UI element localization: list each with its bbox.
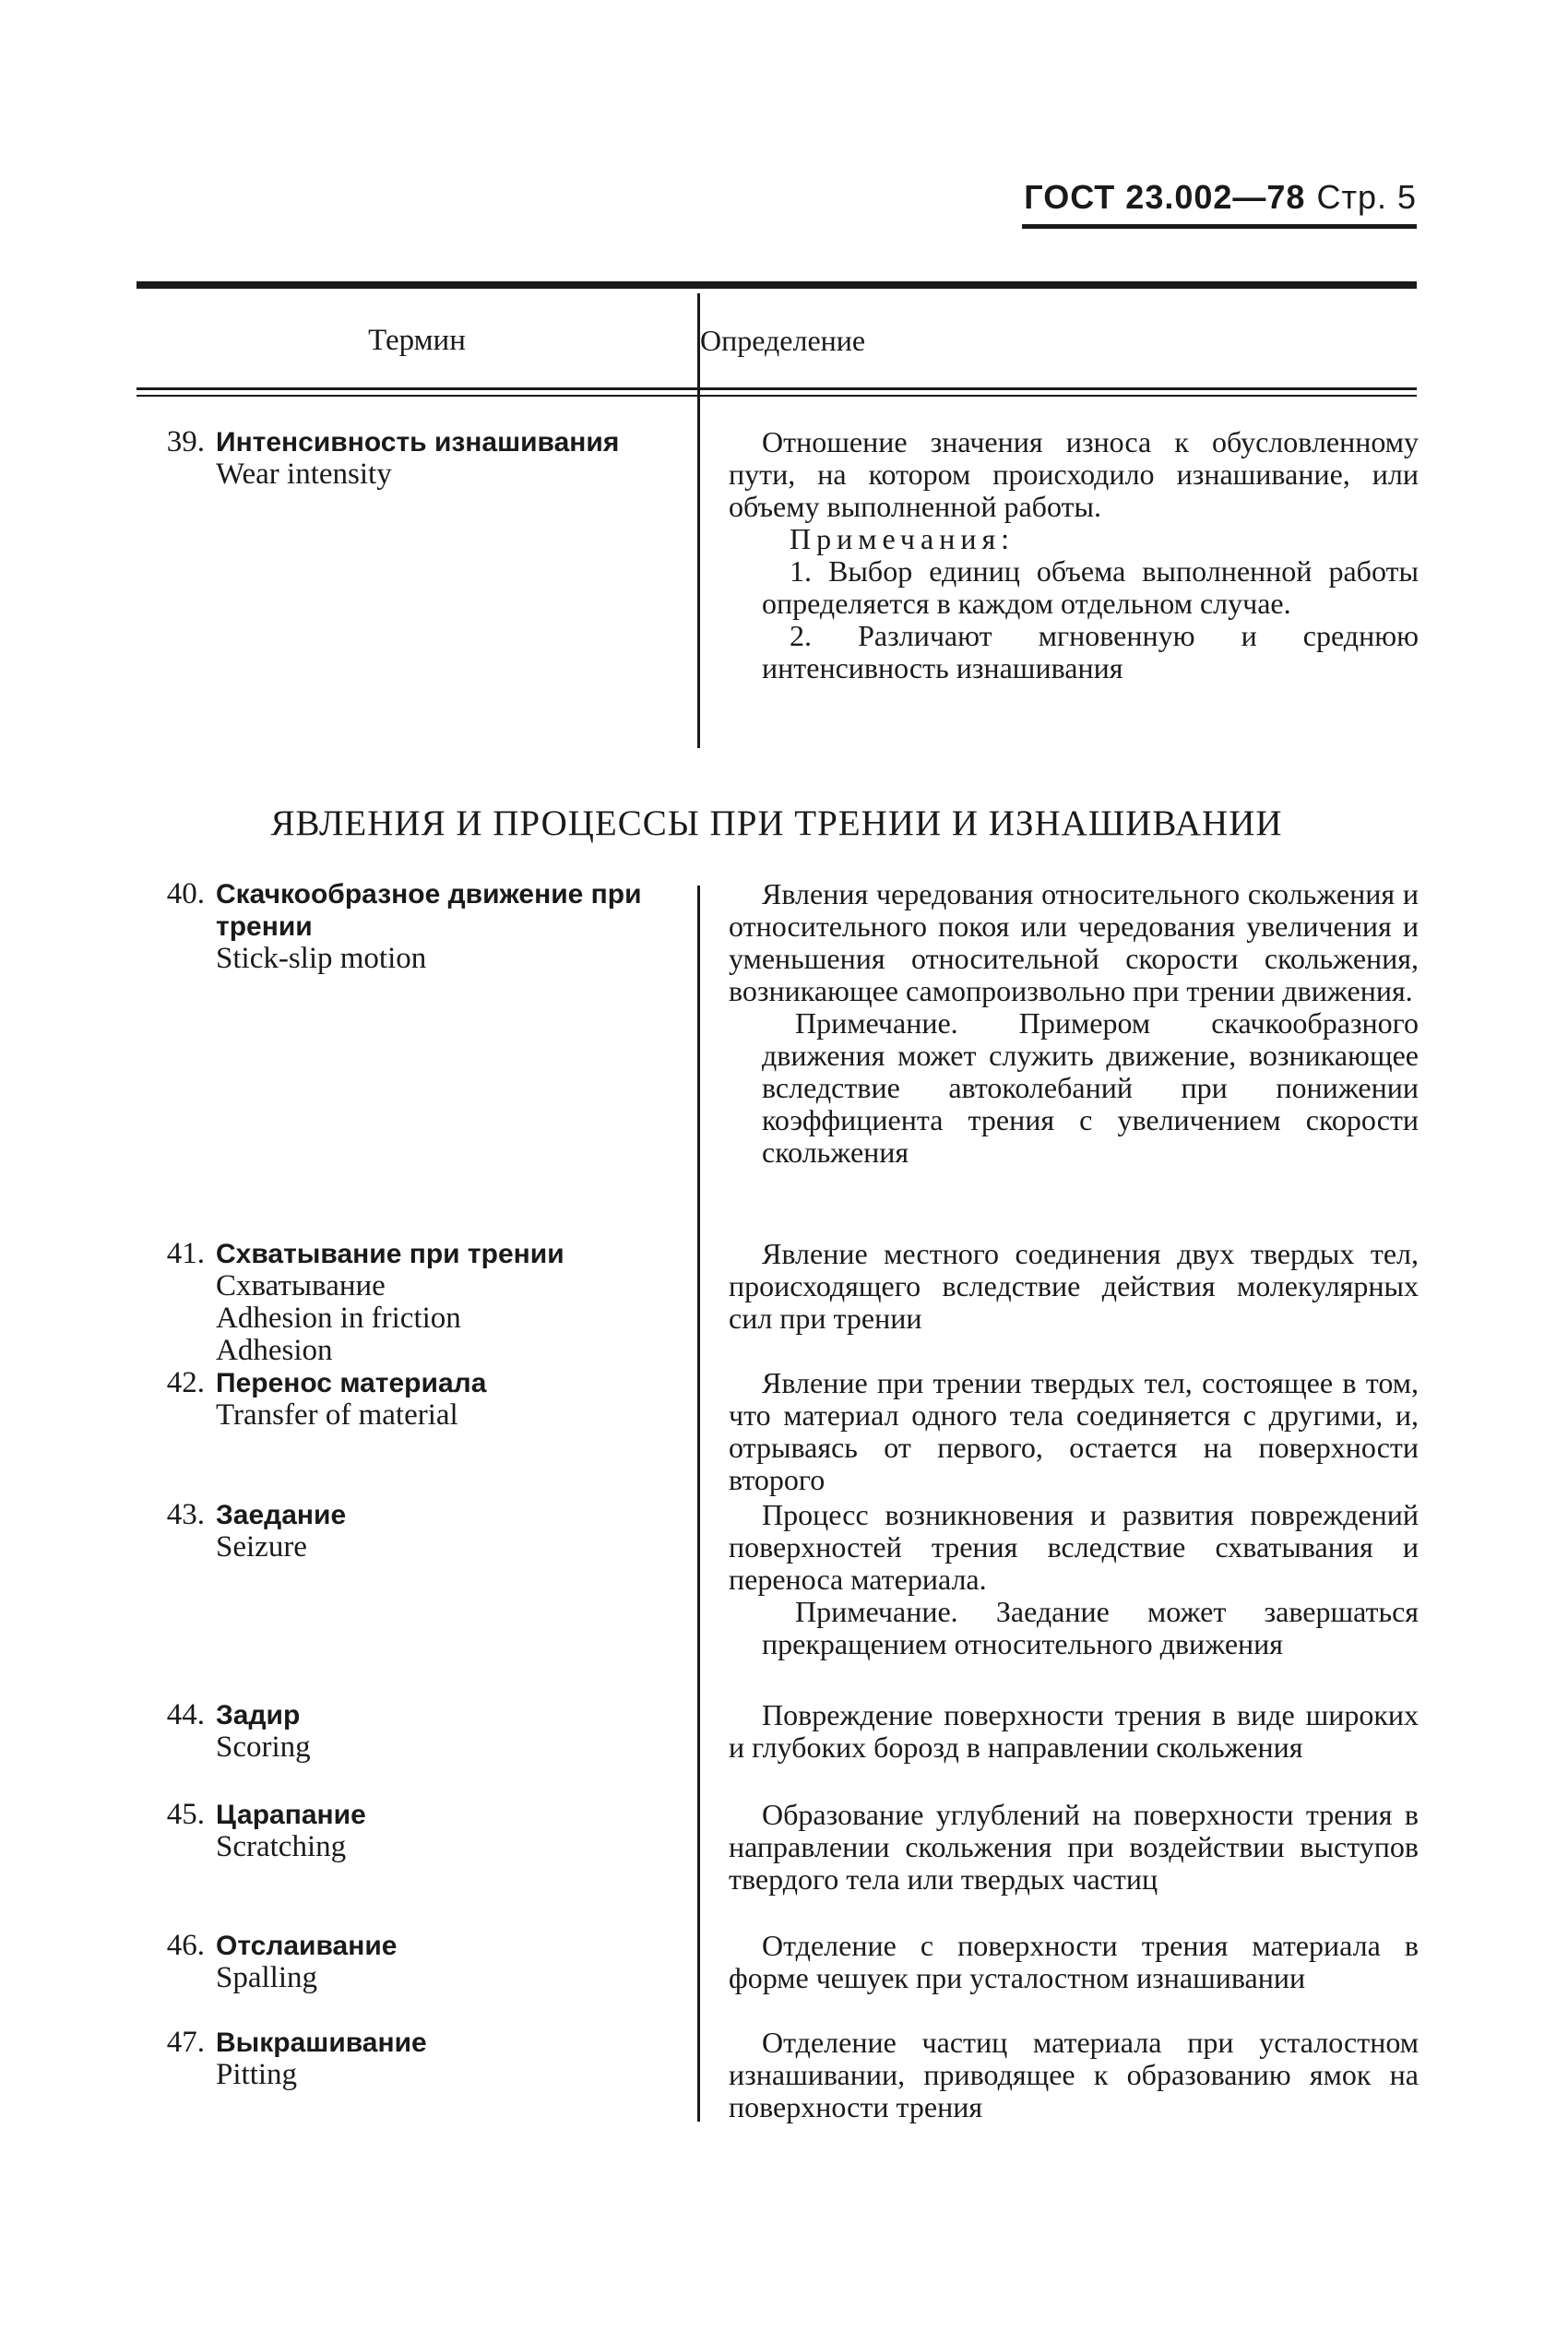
term-en: Adhesion in friction bbox=[216, 1302, 461, 1335]
term-ru: Выкрашивание bbox=[216, 2028, 427, 2058]
term-number: 42. bbox=[166, 1366, 205, 1399]
note-text: Примечание. Примером скачкообразного движения может служить движение, возникающее вследствие автоколебаний при понижении коэффициента трения с увеличением скорости скольжения bbox=[762, 1006, 1419, 1169]
column-header-definition: Определение bbox=[700, 324, 866, 357]
term-number: 43. bbox=[166, 1498, 205, 1531]
term-en: Stick-slip motion bbox=[216, 942, 427, 975]
page-number: Стр. 5 bbox=[1316, 178, 1417, 216]
term-ru: Интенсивность изнашивания bbox=[216, 427, 620, 458]
term-entry-40 bbox=[148, 878, 692, 975]
term-en: Adhesion bbox=[216, 1334, 333, 1367]
definition-text: Процесс возникновения и развития повреждений поверхностей трения вследствие схватывания и переноса материала. bbox=[729, 1498, 1419, 1596]
term-number: 46. bbox=[166, 1929, 205, 1962]
note-item: 2. Различают мгновенную и среднюю интенсивность изнашивания bbox=[762, 619, 1419, 684]
note-text: Примечание. Заедание может завершаться прекращением относительного движения bbox=[762, 1595, 1419, 1660]
term-number: 45. bbox=[166, 1798, 205, 1831]
term-ru: Перенос материала bbox=[216, 1368, 487, 1398]
definition-40 bbox=[729, 878, 1419, 1169]
term-entry-42 bbox=[148, 1367, 692, 1432]
column-header-term: Термин bbox=[368, 324, 466, 357]
header-rule-top bbox=[137, 387, 1417, 390]
definition-text: Отделение частиц материала при усталостном изнашивании, приводящее к образованию ямок на поверхности трения bbox=[729, 2026, 1419, 2123]
table-top-rule bbox=[137, 281, 1417, 289]
term-entry-41 bbox=[148, 1238, 692, 1367]
header-rule bbox=[1022, 224, 1417, 229]
term-en: Scoring bbox=[216, 1730, 311, 1764]
definition-44 bbox=[729, 1699, 1419, 1764]
term-ru: Отслаивание bbox=[216, 1931, 398, 1961]
term-ru: Заедание bbox=[216, 1500, 347, 1530]
term-ru: Задир bbox=[216, 1700, 301, 1730]
definition-39 bbox=[729, 426, 1419, 684]
definition-46 bbox=[729, 1930, 1419, 1994]
definition-45 bbox=[729, 1799, 1419, 1896]
term-ru: Царапание bbox=[216, 1800, 366, 1830]
section-title: ЯВЛЕНИЯ И ПРОЦЕССЫ ПРИ ТРЕНИИ И ИЗНАШИВАНИИ bbox=[270, 803, 1283, 843]
header-rule-bottom bbox=[137, 395, 1417, 397]
term-number: 47. bbox=[166, 2026, 205, 2059]
term-en: Pitting bbox=[216, 2058, 298, 2091]
column-divider bbox=[697, 886, 700, 2122]
term-synonym: Схватывание bbox=[216, 1269, 386, 1302]
term-en: Seizure bbox=[216, 1530, 307, 1564]
term-entry-45 bbox=[148, 1799, 692, 1863]
term-en: Scratching bbox=[216, 1830, 347, 1863]
standard-number: ГОСТ 23.002—78 bbox=[1024, 178, 1306, 216]
definition-text: Отношение значения износа к обусловленному пути, на котором происходило изнашивание, или объему выполненной работы. bbox=[729, 425, 1419, 523]
definition-text: Повреждение поверхности трения в виде широких и глубоких борозд в направлении скольжения bbox=[729, 1698, 1419, 1764]
note-item: 1. Выбор единиц объема выполненной работы определяется в каждом отдельном случае. bbox=[762, 554, 1419, 620]
term-entry-46 bbox=[148, 1930, 692, 1994]
term-number: 39. bbox=[166, 425, 205, 458]
page-header bbox=[1022, 178, 1417, 217]
term-ru-continued: трении bbox=[216, 911, 313, 942]
term-entry-44 bbox=[148, 1699, 692, 1764]
term-en: Wear intensity bbox=[216, 458, 392, 491]
definition-text: Образование углублений на поверхности трения в направлении скольжения при воздействии выступов твердого тела или твердых частиц bbox=[729, 1798, 1419, 1896]
term-number: 44. bbox=[166, 1698, 205, 1731]
column-divider bbox=[697, 293, 700, 748]
term-entry-47 bbox=[148, 2027, 692, 2091]
definition-text: Явление местного соединения двух твердых тел, происходящего вследствие действия молекулярных сил при трении bbox=[729, 1237, 1419, 1335]
term-en: Spalling bbox=[216, 1961, 318, 1994]
term-ru: Скачкообразное движение при bbox=[216, 879, 642, 910]
notes-heading: Примечания: bbox=[790, 522, 1016, 555]
definition-41 bbox=[729, 1238, 1419, 1335]
term-number: 40. bbox=[166, 877, 205, 910]
definition-text: Явления чередования относительного скольжения и относительного покоя или чередования увеличения и уменьшения относительной скорости скольжения, возникающее самопроизвольно при трении движения. bbox=[729, 877, 1419, 1007]
term-entry-43 bbox=[148, 1499, 692, 1564]
term-en: Transfer of material bbox=[216, 1398, 458, 1432]
definition-43 bbox=[729, 1499, 1419, 1660]
term-entry-39 bbox=[148, 426, 692, 491]
term-number: 41. bbox=[166, 1237, 205, 1270]
definition-47 bbox=[729, 2027, 1419, 2123]
definition-text: Явление при трении твердых тел, состоящее в том, что материал одного тела соединяется с другими, и, отрываясь от первого, остается на поверхности второго bbox=[729, 1366, 1419, 1496]
definition-42 bbox=[729, 1367, 1419, 1496]
term-ru: Схватывание при трении bbox=[216, 1239, 564, 1269]
definition-text: Отделение с поверхности трения материала в форме чешуек при усталостном изнашивании bbox=[729, 1929, 1419, 1994]
